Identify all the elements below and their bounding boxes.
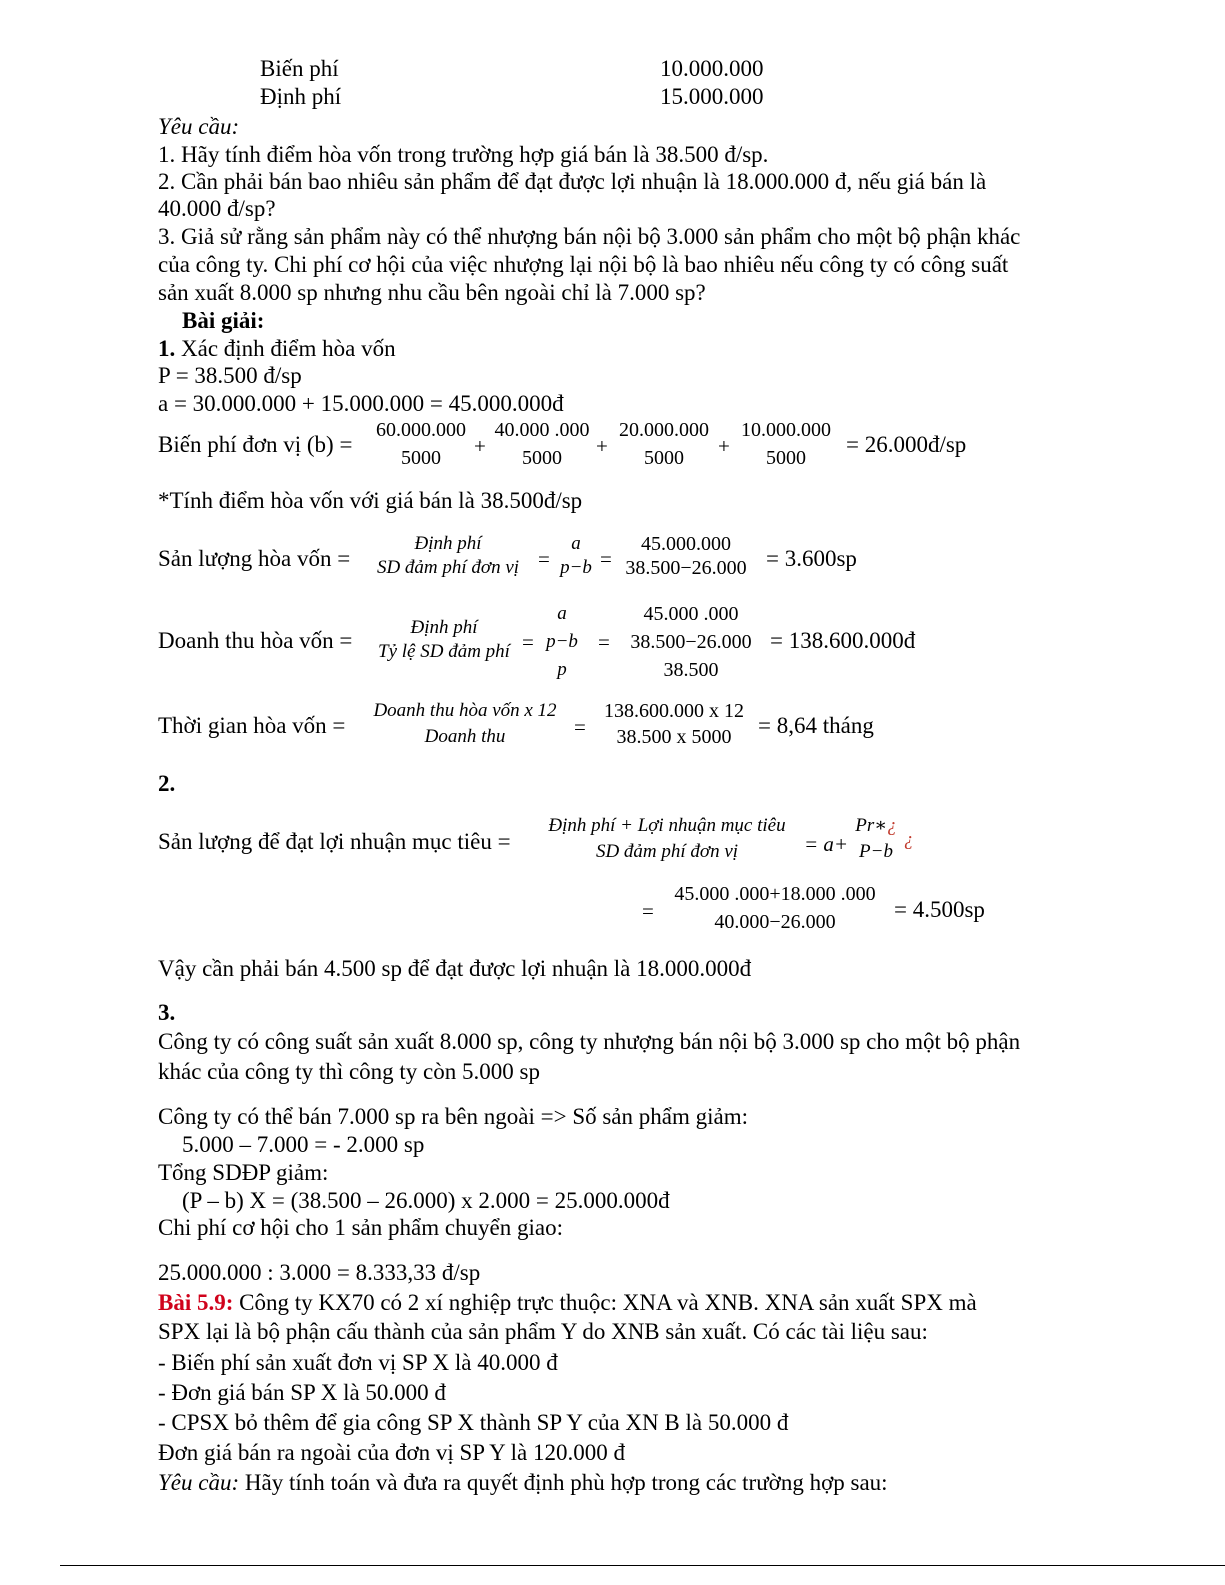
denominator: 5000 — [766, 447, 806, 469]
exercise-requirement-text: Hãy tính toán và đưa ra quyết định phù hợp trong các trường hợp sau: — [239, 1470, 888, 1495]
requirement-line: 3. Giả sử rằng sản phẩm này có thể nhượng bán nội bộ 3.000 sản phẩm cho một bộ phận khác — [158, 224, 1021, 249]
fixed-cost-line: a = 30.000.000 + 15.000.000 = 45.000.000đ — [158, 391, 564, 416]
denominator: SD đảm phí đơn vị — [595, 841, 739, 862]
exercise-item: Đơn giá bán ra ngoài của đơn vị SP Y là 120.000 đ — [158, 1440, 625, 1465]
page-bottom-rule — [60, 1565, 1225, 1566]
breakeven-quantity-label: Sản lượng hòa vốn = — [158, 546, 351, 571]
exercise-label: Bài 5.9: — [158, 1290, 234, 1315]
part1-title-text: Xác định điểm hòa vốn — [175, 336, 396, 361]
exercise-requirement-label: Yêu cầu: — [158, 1470, 240, 1495]
numerator: 40.000 .000 — [494, 419, 590, 441]
fraction-target-values — [660, 882, 890, 934]
breakeven-revenue-label: Doanh thu hòa vốn = — [158, 628, 353, 653]
fraction-a-over-pb-over-p — [536, 600, 588, 684]
denominator: Tỷ lệ SD đảm phí — [378, 641, 510, 662]
exercise-item: - Đơn giá bán SP X là 50.000 đ — [158, 1380, 446, 1405]
plus-sign: + — [718, 434, 730, 458]
part3-sell-line: Công ty có thể bán 7.000 sp ra bên ngoài => Số sản phẩm giảm: — [158, 1104, 748, 1129]
numerator: 45.000 .000+18.000 .000 — [674, 883, 876, 905]
denominator: 40.000−26.000 — [714, 911, 836, 933]
numerator: a — [571, 533, 581, 554]
solution-heading: Bài giải: — [182, 308, 265, 333]
fraction-fixed-over-cm-ratio — [364, 616, 524, 664]
exercise-text: Công ty KX70 có 2 xí nghiệp trực thuộc: XNA và XNB. XNA sản xuất SPX mà — [233, 1290, 977, 1315]
part3-number: 3. — [158, 1000, 176, 1025]
question-mark-glyph: ¿ — [887, 815, 897, 836]
requirement-line: sản xuất 8.000 sp nhưng nhu cầu bên ngoài chỉ là 7.000 sp? — [158, 280, 706, 305]
equals-sign: = — [598, 630, 610, 654]
numerator: Định phí — [414, 533, 482, 554]
plus-sign: + — [596, 434, 608, 458]
denominator: Doanh thu — [424, 726, 506, 747]
fraction-a-over-pb — [550, 532, 602, 580]
denominator: SD đảm phí đơn vị — [376, 557, 520, 578]
exercise-item: - CPSX bỏ thêm để gia công SP X thành SP Y của XN B là 50.000 đ — [158, 1410, 789, 1435]
numerator-text: Pr∗ — [855, 815, 888, 836]
numerator — [848, 814, 904, 838]
denominator: 38.500−26.000 — [625, 557, 747, 579]
exercise-requirement — [158, 1469, 888, 1497]
exercise-5-9-line — [158, 1289, 977, 1317]
fraction-revenue-time — [362, 699, 568, 749]
requirement-line: 40.000 đ/sp? — [158, 196, 276, 221]
part3-sddp-title: Tổng SDĐP giảm: — [158, 1160, 329, 1185]
requirement-line: 1. Hãy tính điểm hòa vốn trong trường hợp giá bán là 38.500 đ/sp. — [158, 142, 769, 167]
unit-variable-cost-label: Biến phí đơn vị (b) = — [158, 432, 353, 457]
equals-sign: = — [538, 547, 550, 571]
numerator: Định phí — [410, 617, 478, 638]
fraction-breakeven-revenue-values — [616, 600, 766, 684]
fraction-time-values — [594, 699, 754, 749]
requirement-line: 2. Cần phải bán bao nhiêu sản phẩm để đạt được lợi nhuận là 18.000.000 đ, nếu giá bán là — [158, 169, 987, 194]
top-term: 45.000 .000 — [643, 603, 739, 625]
cost-value-dinh-phi: 15.000.000 — [660, 84, 764, 109]
fraction-target-profit — [532, 814, 802, 864]
numerator: Doanh thu hòa vốn x 12 — [373, 700, 557, 721]
denominator: 38.500 x 5000 — [616, 726, 732, 748]
part3-calc-sddp: (P – b) X = (38.500 – 26.000) x 2.000 = 25.000.000đ — [182, 1188, 670, 1213]
fraction-breakeven-values — [612, 532, 760, 580]
fraction-10m — [732, 418, 840, 470]
cost-label-dinh-phi: Định phí — [260, 84, 342, 109]
equals-sign: = — [600, 547, 612, 571]
breakeven-time-result: = 8,64 tháng — [758, 713, 874, 738]
numerator: 60.000.000 — [376, 419, 466, 441]
bottom-term: p — [557, 659, 567, 680]
part3-calc-opportunity: 25.000.000 : 3.000 = 8.333,33 đ/sp — [158, 1260, 481, 1285]
middle-term: 38.500−26.000 — [630, 631, 752, 653]
equals-sign: = — [642, 899, 654, 923]
fraction-fixed-over-cm — [364, 532, 532, 580]
part3-line: Công ty có công suất sản xuất 8.000 sp, công ty nhượng bán nội bộ 3.000 sp cho một bộ phận — [158, 1029, 1021, 1054]
requirement-line: của công ty. Chi phí cơ hội của việc nhượng lại nội bộ là bao nhiêu nếu công ty có công suất — [158, 252, 1009, 277]
numerator: 138.600.000 x 12 — [604, 700, 744, 722]
fraction-20m — [610, 418, 718, 470]
numerator: 10.000.000 — [741, 419, 831, 441]
denominator: 5000 — [644, 447, 684, 469]
part3-line: khác của công ty thì công ty còn 5.000 sp — [158, 1059, 540, 1084]
breakeven-revenue-result: = 138.600.000đ — [770, 628, 916, 653]
unit-variable-cost-result: = 26.000đ/sp — [846, 432, 967, 457]
part2-conclusion: Vậy cần phải bán 4.500 sp để đạt được lợi nhuận là 18.000.000đ — [158, 956, 752, 981]
numerator: 20.000.000 — [619, 419, 709, 441]
exercise-item: - Biến phí sản xuất đơn vị SP X là 40.000 đ — [158, 1350, 558, 1375]
requirements-title: Yêu cầu: — [158, 114, 240, 139]
plus-sign: + — [474, 434, 486, 458]
bottom-term: 38.500 — [663, 659, 719, 681]
denominator: p−b — [560, 557, 592, 578]
breakeven-note: *Tính điểm hòa vốn với giá bán là 38.500đ/sp — [158, 488, 583, 513]
cost-label-bien-phi: Biến phí — [260, 56, 339, 81]
top-term: a — [557, 603, 567, 624]
equals-sign: = — [522, 630, 534, 654]
part3-opportunity-title: Chi phí cơ hội cho 1 sản phẩm chuyển giao: — [158, 1215, 564, 1240]
breakeven-time-label: Thời gian hòa vốn = — [158, 713, 346, 738]
fraction-60m — [368, 418, 474, 470]
question-mark-glyph: ¿ — [904, 829, 914, 850]
denominator: 5000 — [401, 447, 441, 469]
middle-term: p−b — [546, 631, 578, 652]
equals-a-plus: = a+ — [804, 832, 849, 856]
fraction-pr-over-pb — [848, 814, 904, 864]
exercise-line: SPX lại là bộ phận cấu thành của sản phẩm Y do XNB sản xuất. Có các tài liệu sau: — [158, 1319, 928, 1344]
price-line: P = 38.500 đ/sp — [158, 363, 302, 388]
numerator: Định phí + Lợi nhuận mục tiêu — [548, 815, 786, 836]
denominator: P−b — [859, 841, 893, 862]
part1-title — [158, 335, 396, 363]
target-quantity-label: Sản lượng để đạt lợi nhuận mục tiêu = — [158, 829, 511, 854]
part3-calc-quantity: 5.000 – 7.000 = - 2.000 sp — [182, 1132, 425, 1157]
numerator: 45.000.000 — [641, 533, 731, 555]
target-quantity-result: = 4.500sp — [894, 897, 985, 922]
denominator: 5000 — [522, 447, 562, 469]
breakeven-quantity-result: = 3.600sp — [766, 546, 857, 571]
equals-sign: = — [574, 715, 586, 739]
part2-number: 2. — [158, 771, 176, 796]
cost-value-bien-phi: 10.000.000 — [660, 56, 764, 81]
part1-number: 1. — [158, 336, 176, 361]
fraction-40m — [488, 418, 596, 470]
